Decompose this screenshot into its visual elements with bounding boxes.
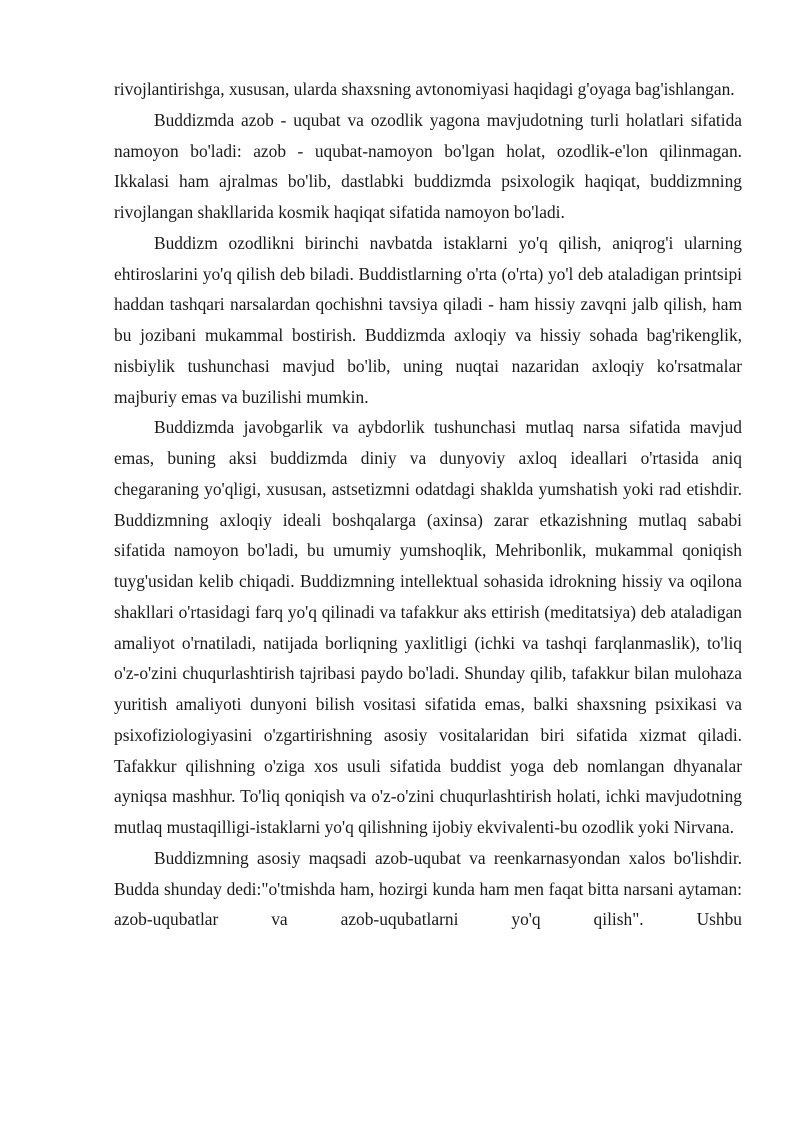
paragraph-main-goal: Buddizmning asosiy maqsadi azob-uqubat va reenkarnasyondan xalos bo'lishdir. Budda shunday dedi:"o'tmishda ham, hozirgi kunda ham men faqat bitta narsani aytaman: azob-uqubatlar va azob-uqubatlarni yo'q qilish". Ushbu <box>114 847 742 930</box>
paragraph-responsibility-meditation: Buddizmda javobgarlik va aybdorlik tushunchasi mutlaq narsa sifatida mavjud emas, buning aksi buddizmda diniy va dunyoviy axloq ideallari o'rtasida aniq chegaraning yo'qligi, xususan, astsetizmni odatdagi shaklda yumshatish yoki rad etishdir. Buddizmning axloqiy ideali boshqalarga (axinsa) zarar etkazishning mutlaq sababi sifatida namoyon bo'ladi, bu umumiy yumshoqlik, Mehribonlik, mukammal qoniqish tuyg'usidan kelib chiqadi. Buddizmning intellektual sohasida idrokning hissiy va oqilona shakllari o'rtasidagi farq yo'q qilinadi va tafakkur aks ettirish (meditatsiya) deb ataladigan amaliyot o'rnatiladi, natijada borliqning yaxlitligi (ichki va tashqi farqlanmaslik), to'liq o'z-o'zini chuqurlashtirish tajribasi paydo bo'ladi. Shunday qilib, tafakkur bilan mulohaza yuritish amaliyoti dunyoni bilish vositasi sifatida emas, balki shaxsning psixikasi va psixofiziologiyasini o'zgartirishning asosiy vositalaridan biri sifatida xizmat qiladi. Tafakkur qilishning o'ziga xos usuli sifatida buddist yoga deb nomlangan dhyanalar ayniqsa mashhur. To'liq qoniqish va o'z-o'zini chuqurlashtirish holati, ichki mavjudotning mutlaq mustaqilligi-istaklarni yo'q qilishning ijobiy ekvivalenti-bu ozodlik yoki Nirvana. <box>114 417 742 837</box>
paragraph-desires-middle-path: Buddizm ozodlikni birinchi navbatda istaklarni yo'q qilish, aniqrog'i ularning ehtiroslarini yo'q qilish deb biladi. Buddistlarning o'rta (o'rta) yo'l deb ataladigan printsipi haddan tashqari narsalardan qochishni tavsiya qiladi - ham hissiy zavqni jalb qilish, ham bu jozibani mukammal bostirish. Buddizmda axloqiy va hissiy sohada bag'rikenglik, nisbiylik tushunchasi mavjud bo'lib, uning nuqtai nazaridan axloqiy ko'rsatmalar majburiy emas va buzilishi mumkin. <box>114 232 742 407</box>
document-body <box>114 74 742 935</box>
paragraph-suffering-liberation: Buddizmda azob - uqubat va ozodlik yagona mavjudotning turli holatlari sifatida namoyon bo'ladi: azob - uqubat-namoyon bo'lgan holat, ozodlik-e'lon qilinmagan. Ikkalasi ham ajralmas bo'lib, dastlabki buddizmda psixologik haqiqat, buddizmning rivojlangan shakllarida kosmik haqiqat sifatida namoyon bo'ladi. <box>114 109 742 222</box>
paragraph-continuation: rivojlantirishga, xususan, ularda shaxsning avtonomiyasi haqidagi g'oyaga bag'ishlangan. <box>114 79 735 99</box>
